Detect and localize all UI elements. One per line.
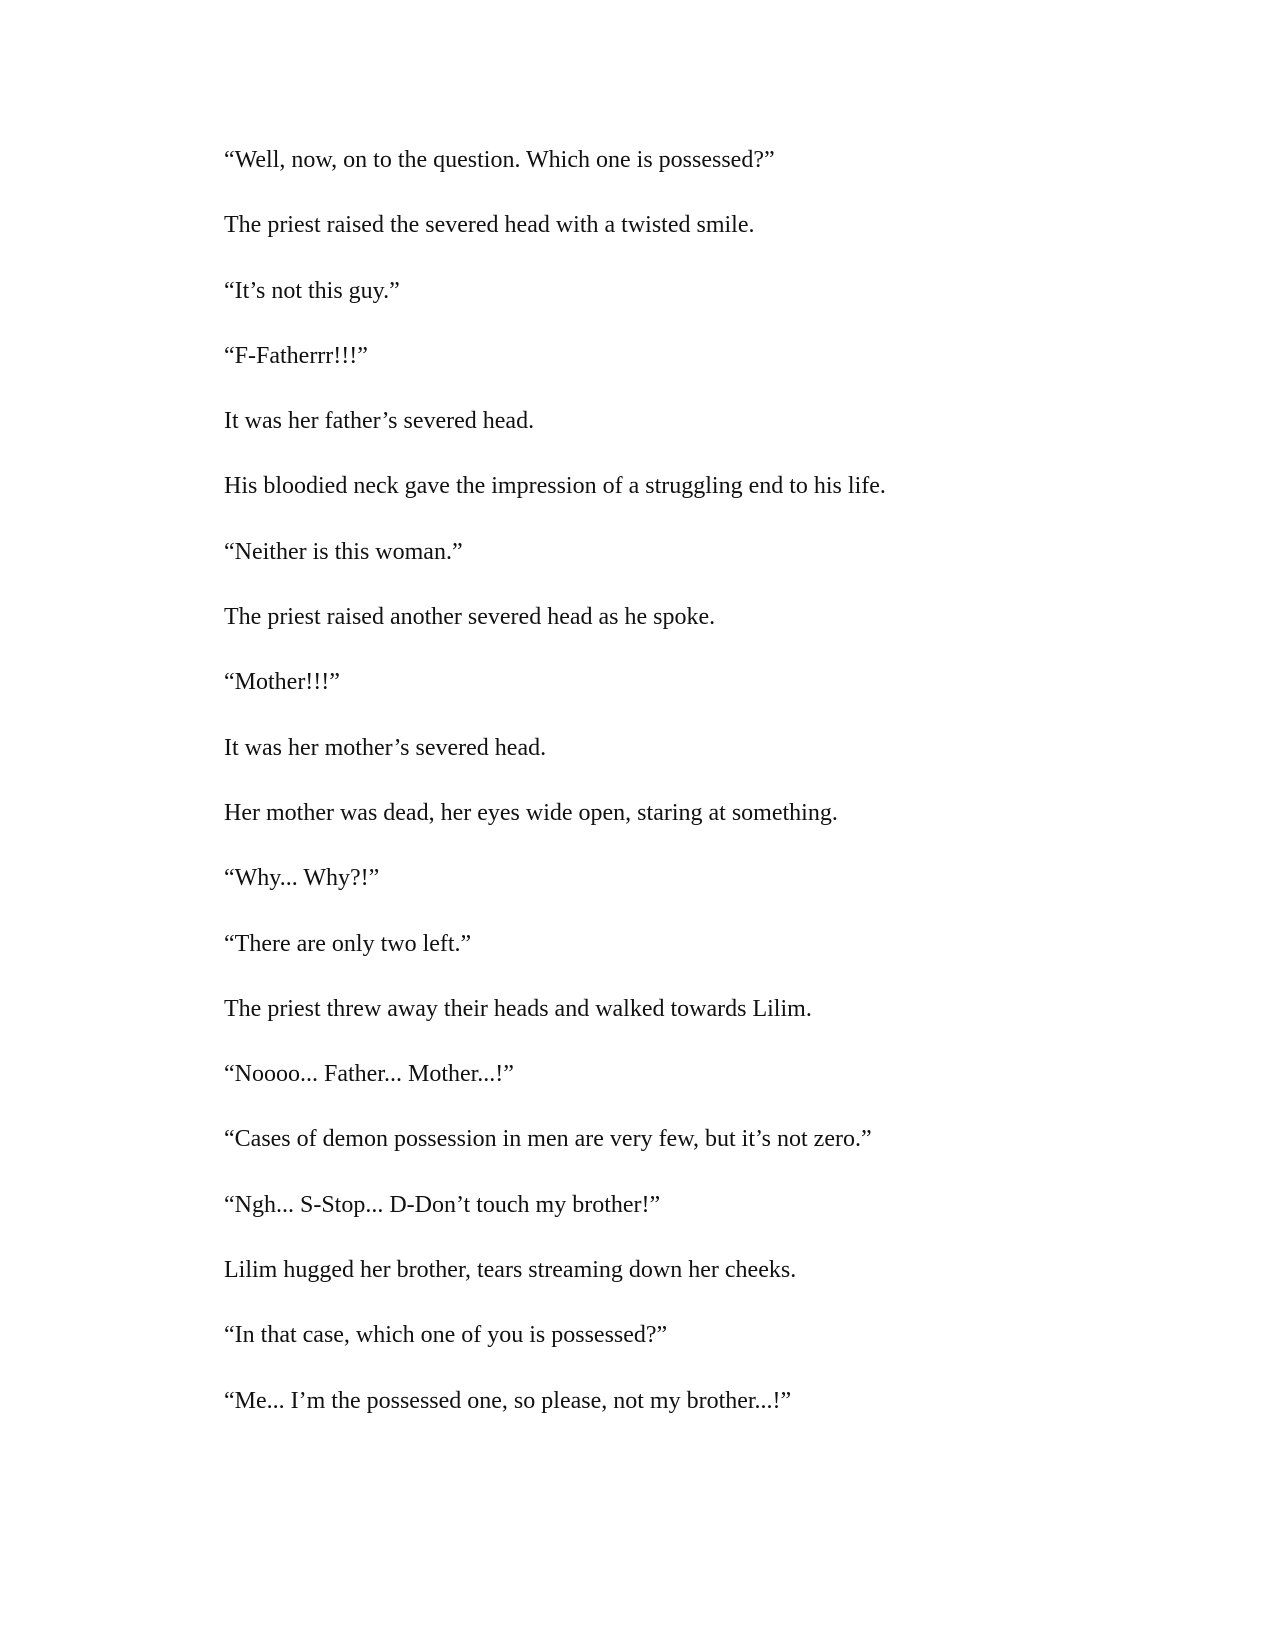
paragraph: “F-Fatherrr!!!” [224, 342, 368, 369]
paragraph: The priest threw away their heads and walked towards Lilim. [224, 995, 812, 1022]
paragraph: “There are only two left.” [224, 930, 472, 957]
paragraph: “Mother!!!” [224, 669, 340, 696]
paragraph: “Me... I’m the possessed one, so please, not my brother...!” [224, 1387, 792, 1414]
paragraph: “Cases of demon possession in men are very few, but it’s not zero.” [224, 1126, 872, 1153]
paragraph: It was her father’s severed head. [224, 408, 535, 435]
paragraph: “Ngh... S-Stop... D-Don’t touch my brother!” [224, 1191, 661, 1218]
paragraph: “In that case, which one of you is possessed?” [224, 1322, 668, 1349]
paragraph: Her mother was dead, her eyes wide open, staring at something. [224, 799, 838, 826]
paragraph: “Neither is this woman.” [224, 538, 463, 565]
paragraph: “Well, now, on to the question. Which one is possessed?” [224, 147, 775, 173]
paragraph: The priest raised the severed head with a twisted smile. [224, 212, 755, 239]
paragraph: Lilim hugged her brother, tears streaming down her cheeks. [224, 1257, 797, 1284]
paragraph: “Noooo... Father... Mother...!” [224, 1061, 514, 1088]
paragraph: The priest raised another severed head as he spoke. [224, 604, 716, 631]
paragraph: It was her mother’s severed head. [224, 734, 547, 761]
document-body [224, 145, 1124, 1451]
paragraph: His bloodied neck gave the impression of a struggling end to his life. [224, 473, 886, 500]
paragraph: “Why... Why?!” [224, 865, 380, 892]
paragraph: “It’s not this guy.” [224, 277, 400, 304]
